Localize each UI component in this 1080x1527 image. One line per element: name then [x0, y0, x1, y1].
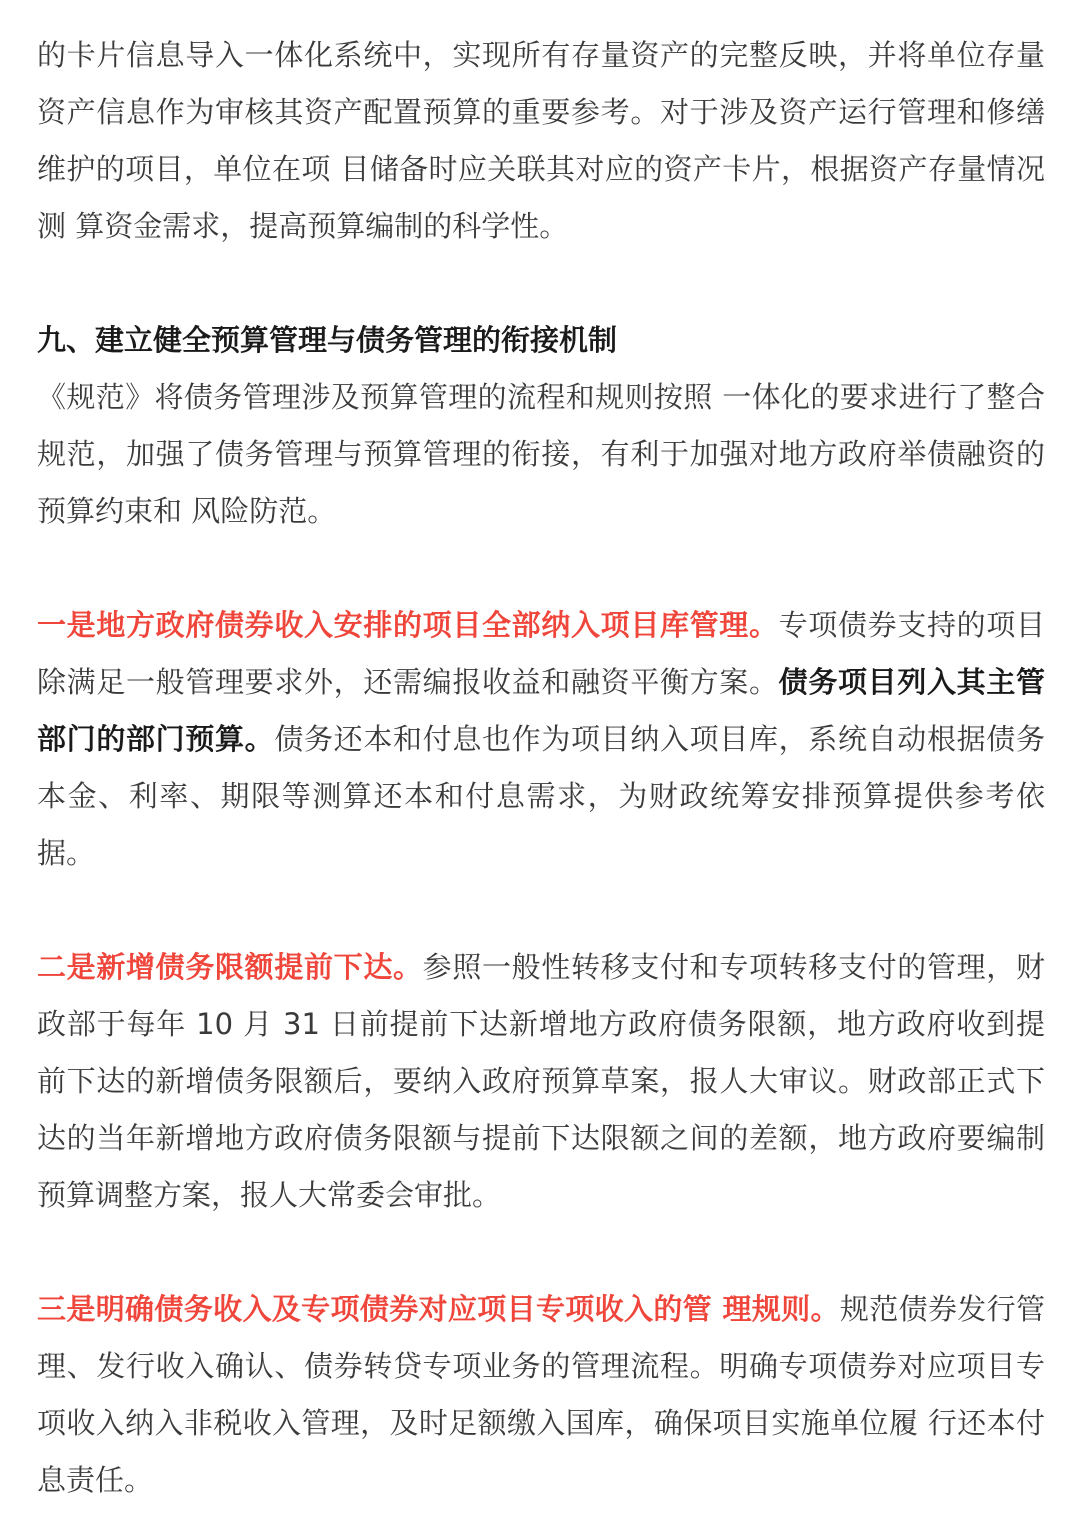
point-one-text: 专项债券支持的项目除满足一般管理要求外，还需编报收益和融资平衡方案。: [37, 608, 1045, 699]
paragraph-spacer: [37, 1224, 1045, 1281]
section-heading: 九、建立健全预算管理与债务管理的衔接机制: [37, 323, 618, 357]
point-one-bold: 债务项目列入其主管部门的部门预算。: [37, 665, 1045, 756]
paragraph-spacer: [37, 882, 1045, 939]
point-three-lead: 三是明确债务收入及专项债券对应项目专项收入的管 理规则。: [37, 1292, 840, 1326]
point-one-lead: 一是地方政府债券收入安排的项目全部纳入项目库管理。: [37, 608, 779, 642]
point-two-lead: 二是新增债务限额提前下达。: [37, 950, 423, 984]
point-three-paragraph: [37, 1281, 1045, 1509]
point-one-paragraph: [37, 597, 1045, 882]
point-two-paragraph: [37, 939, 1045, 1224]
point-two-text: 参照一般性转移支付和专项转移支付的管理，财政部于每年 10 月 31 日前提前下达新增地方政府债务限额，地方政府收到提前下达的新增债务限额后，要纳入政府预算草案，报人大审议。财政部正式下达的当年新增地方政府债务限额与提前下达限额之间的差额，地方政府要编制预算调整方案，报人大常委会审批。: [37, 950, 1045, 1212]
paragraph-spacer: [37, 255, 1045, 312]
article-body: [37, 27, 1045, 1509]
section-body-paragraph: 《规范》将债务管理涉及预算管理的流程和规则按照 一体化的要求进行了整合规范，加强了债务管理与预算管理的衔接，有利于加强对地方政府举债融资的预算约束和 风险防范。: [37, 380, 1045, 528]
paragraph-spacer: [37, 540, 1045, 597]
point-one-text-continued: 债务还本和付息也作为项目纳入项目库，系统自动根据债务本金、利率、期限等测算还本和付息需求，为财政统筹安排预算提供参考依据。: [37, 722, 1045, 870]
intro-paragraph: 的卡片信息导入一体化系统中，实现所有存量资产的完整反映，并将单位存量资产信息作为审核其资产配置预算的重要参考。对于涉及资产运行管理和修缮维护的项目，单位在项 目储备时应关联其对应的资产卡片，根据资产存量情况测 算资金需求，提高预算编制的科学性。: [37, 38, 1045, 243]
point-three-text: 规范债券发行管理、发行收入确认、债券转贷专项业务的管理流程。明确专项债券对应项目专项收入纳入非税收入管理，及时足额缴入国库，确保项目实施单位履 行还本付息责任。: [37, 1292, 1045, 1497]
